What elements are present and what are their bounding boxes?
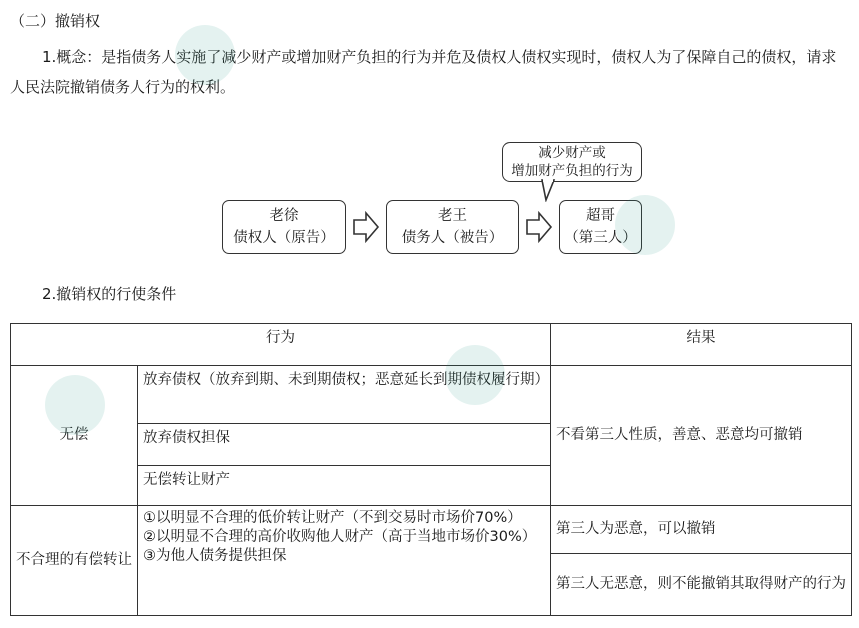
debtor-box [386, 200, 519, 254]
debtor-name: 老王 [438, 208, 467, 224]
paid-item-2: ②以明显不合理的高价收购他人财产（高于当地市场价30%） [143, 529, 537, 545]
arrow-right-icon [352, 211, 380, 243]
paid-result-2: 第三人无恶意，则不能撤销其取得财产的行为 [551, 554, 852, 616]
free-result: 不看第三人性质，善意、恶意均可撤销 [551, 366, 852, 506]
callout-bubble [502, 142, 642, 182]
paid-item-1: ①以明显不合理的低价转让财产（不到交易时市场价70%） [143, 510, 522, 526]
paid-result-1: 第三人为恶意，可以撤销 [551, 506, 852, 554]
section-heading: （二）撤销权 [10, 12, 101, 30]
free-item-1: 放弃债权（放弃到期、未到期债权；恶意延长到期债权履行期） [138, 366, 551, 424]
creditor-name: 老徐 [269, 208, 299, 224]
header-behavior: 行为 [11, 324, 551, 366]
paid-item-3: ③为他人债务提供担保 [143, 548, 287, 564]
callout-line-1: 减少财产或 [538, 145, 606, 161]
creditor-role: 债权人（原告） [233, 230, 335, 246]
free-item-2: 放弃债权担保 [138, 424, 551, 466]
third-party-role: （第三人） [564, 230, 637, 246]
paid-items [138, 506, 551, 616]
callout-tail-icon [540, 178, 564, 202]
third-party-box [559, 200, 642, 254]
conditions-table [10, 323, 852, 616]
free-item-3: 无偿转让财产 [138, 466, 551, 506]
header-result: 结果 [551, 324, 852, 366]
debtor-role: 债务人（被告） [401, 230, 504, 246]
third-party-name: 超哥 [586, 208, 615, 224]
creditor-box [222, 200, 346, 254]
table-row [11, 506, 852, 554]
concept-paragraph: 1.概念：是指债务人实施了减少财产或增加财产负担的行为并危及债权人债权实现时，债权人为了保障自己的债权，请求人民法院撤销债务人行为的权利。 [10, 48, 837, 96]
table-row [11, 366, 852, 424]
table-header-row [11, 324, 852, 366]
callout-line-2: 增加财产负担的行为 [511, 163, 633, 179]
free-label: 无偿 [11, 366, 138, 506]
subheading: 2.撤销权的行使条件 [42, 285, 177, 303]
paid-label: 不合理的有偿转让 [11, 506, 138, 616]
arrow-right-icon [525, 211, 553, 243]
